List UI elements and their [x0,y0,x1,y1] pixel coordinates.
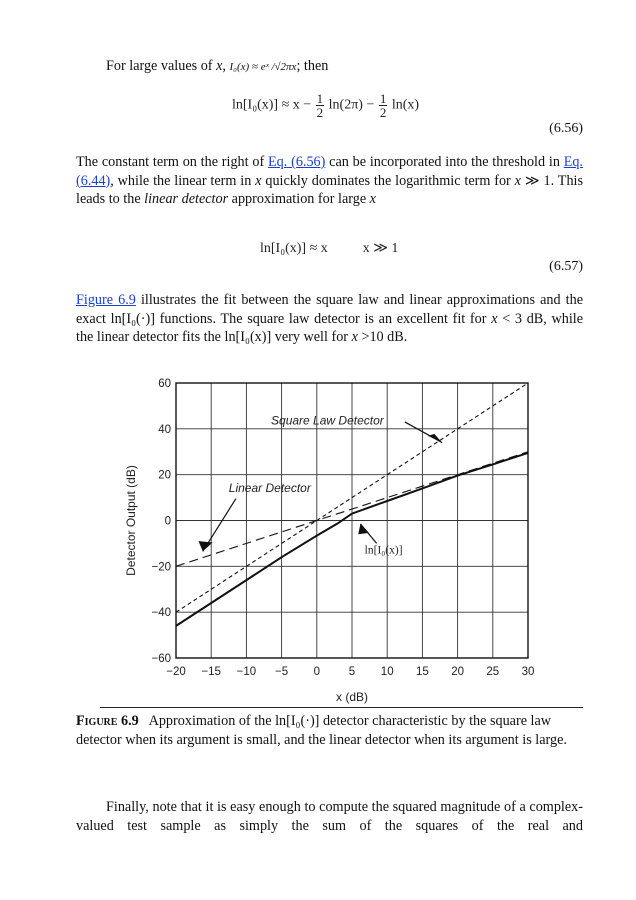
detector-chart [110,370,550,705]
p2-text-3: >10 dB. [361,329,408,346]
var-x: x [255,172,262,189]
var-x: x [216,58,223,74]
link-eq-6-56[interactable]: Eq. (6.56) [268,154,326,170]
x-tick-label: −10 [236,666,257,678]
y-axis-label: Detector Output (dB) [124,465,138,576]
caption-text: Approximation of the ln[I₀(·)] detector characteristic by the square law detector when its argument is small, and the linear detector when its argument is large. [76,713,567,748]
var-x: x [491,310,498,327]
x-tick-label: 20 [451,666,464,678]
frac-den: 2 [316,105,324,120]
equation-6-56 [232,92,419,119]
p1-text-6: approximation for large [231,191,367,208]
var-x: x [369,191,376,208]
equation-number-6-56: (6.56) [549,121,583,136]
arrowhead-square-law [428,434,442,443]
bessel-approximation: I₀(x) ≈ eˣ /√2πx [229,61,297,73]
frac-den: 2 [379,105,387,120]
y-tick-label: 60 [158,378,171,390]
x-tick-label: 10 [380,666,394,678]
caption-rule [100,707,583,708]
equation-6-57 [260,240,398,257]
link-eq-6-44[interactable]: Eq. (6.44) [76,154,584,189]
x-tick-label: 25 [486,666,500,678]
x-axis-label: x (dB) [335,690,369,704]
frac-num: 1 [379,91,387,106]
linear-detector-term: linear detector [144,191,229,208]
y-tick-label: −40 [151,607,171,620]
caption-label: Figure 6.9 [76,713,139,729]
y-tick-label: −20 [151,561,171,574]
y-tick-label: 0 [164,515,171,528]
x-tick-label: −15 [201,666,221,678]
fraction-half-2 [379,92,388,119]
eq-lhs: ln[I₀(x)] ≈ x [260,241,328,256]
frac-num: 1 [316,91,324,106]
p2-text-2: < 3 dB, while the linear detector fits the ln[I₀(x)] very well for [76,310,584,346]
var-x: x [514,172,521,189]
annotation-ln-i0: ln[I₀(x)] [364,544,403,557]
figure-caption [76,712,586,749]
p1-text-3: , while the linear term in [110,172,252,189]
paragraph-3 [76,798,583,835]
intro-text: For large values of [106,58,217,74]
arrowhead-ln-i0 [358,524,369,534]
x-tick-label: 15 [416,666,429,678]
p1-text-5: ≫ 1. This leads to the [76,172,584,208]
annotation-linear: Linear Detector [228,480,311,495]
x-tick-label: 5 [348,666,356,678]
var-x: x [351,329,358,346]
p1-text-4: quickly dominates the logarithmic term for [265,172,511,189]
p3-text: Finally, note that it is easy enough to compute the squared magnitude of a complex-valued test sample as simply the sum of the squares of the real and [76,799,583,834]
x-tick-label: −20 [166,666,186,678]
eq-end: ln(x) [391,97,420,113]
eq-condition: x ≫ 1 [362,241,399,256]
y-tick-label: 40 [158,423,171,436]
annotation-square-law: Square Law Detector [271,413,384,428]
y-tick-label: 20 [158,469,171,482]
x-tick-label: −5 [275,666,289,678]
intro-line [76,57,583,77]
p1-text-2: can be incorporated into the threshold in [329,154,560,170]
intro-comma: , [222,58,230,74]
y-tick-label: −60 [151,653,171,665]
fraction-half-1 [316,92,325,119]
paragraph-1 [76,153,583,209]
link-figure-6-9[interactable]: Figure 6.9 [76,292,136,308]
x-tick-label: 30 [521,666,535,678]
arrowhead-linear [199,541,213,551]
eq-lhs: ln[I₀(x)] ≈ x − [232,97,312,113]
p2-text-1: illustrates the fit between the square law and linear approximations and the exact ln[I₀(·)] functions. The square law detector is an excellent fit for [76,292,584,327]
eq-mid: ln(2π) − [328,97,375,113]
paragraph-2 [76,291,583,347]
equation-number-6-57: (6.57) [549,259,583,274]
p1-text-1: The constant term on the right of [76,154,265,170]
x-tick-label: 0 [313,666,321,678]
intro-then: ; then [296,58,329,74]
